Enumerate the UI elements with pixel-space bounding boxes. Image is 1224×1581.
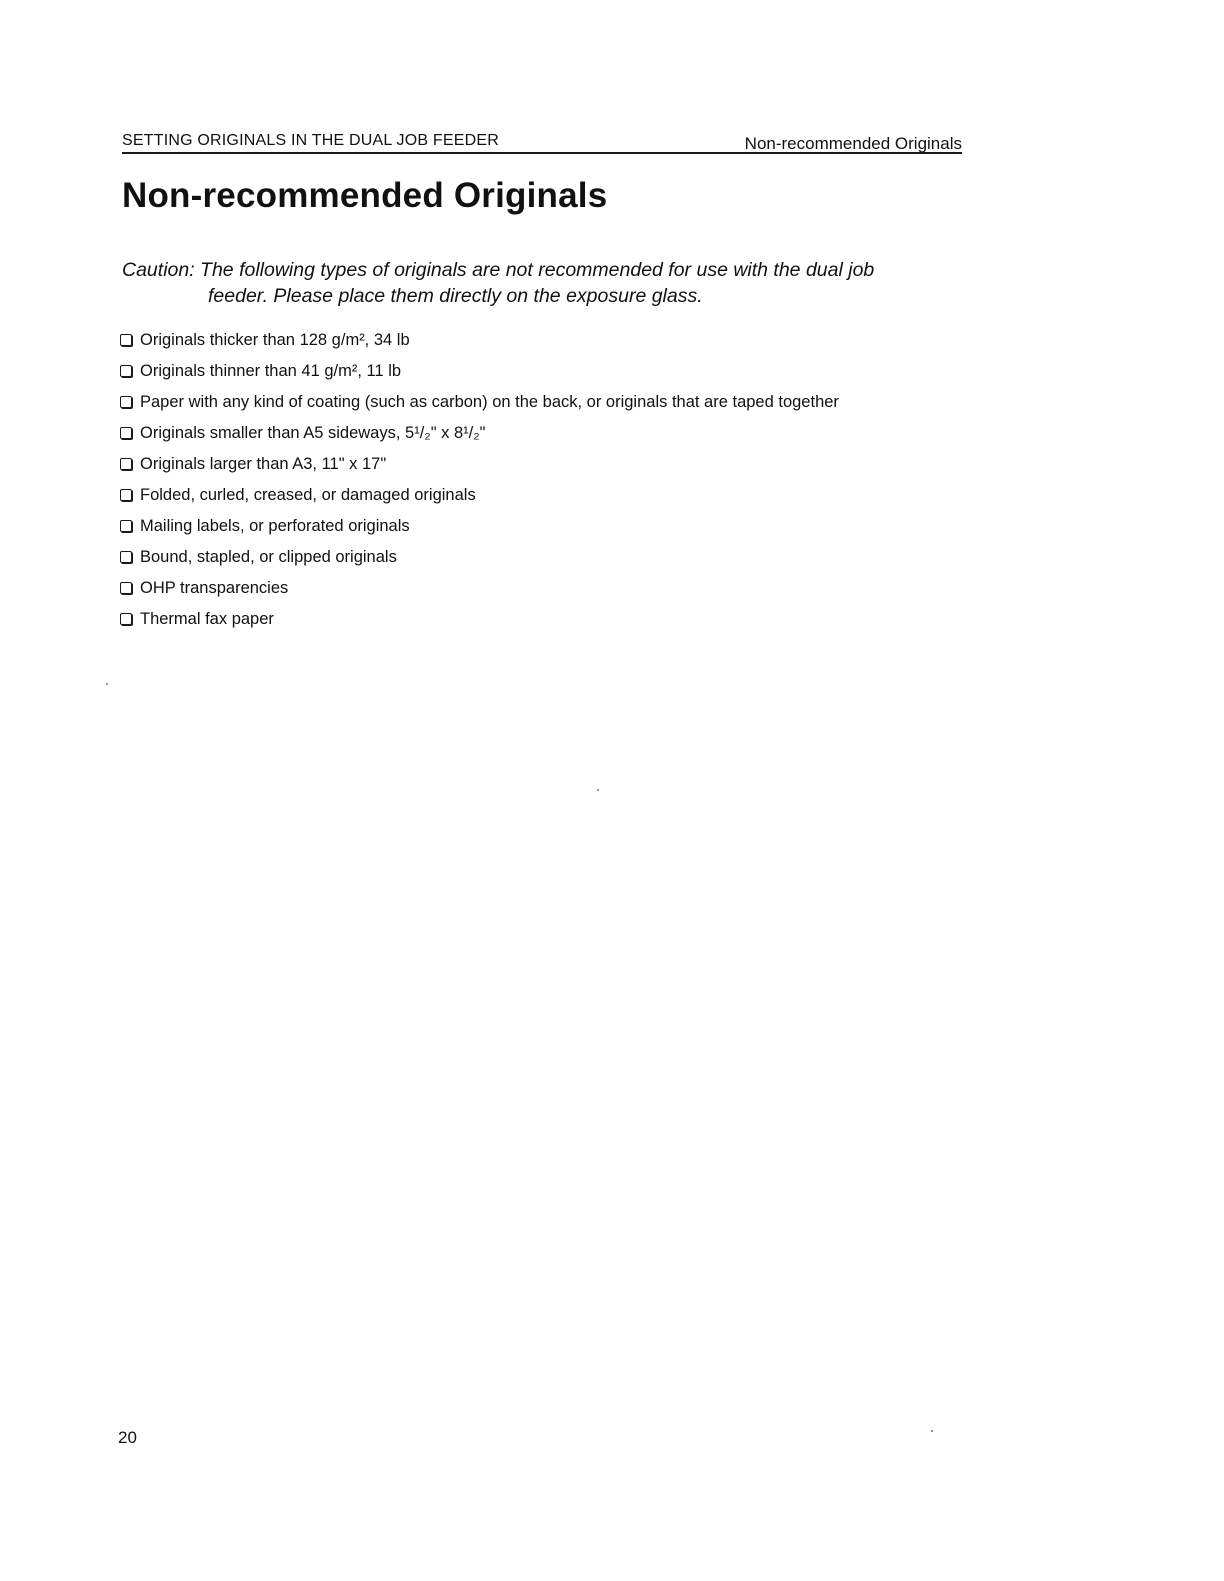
list-item: [120, 328, 839, 359]
list-item-text: Originals thinner than 41 g/m², 11 lb: [140, 362, 402, 380]
page-title: Non-recommended Originals: [122, 176, 608, 215]
list-item-text: Mailing labels, or perforated originals: [140, 517, 410, 535]
list-item-text: Thermal fax paper: [140, 610, 274, 628]
checkbox-bullet-icon: [120, 427, 132, 439]
checkbox-bullet-icon: [120, 520, 132, 532]
list-item: [120, 545, 839, 576]
list-item-text: OHP transparencies: [140, 579, 289, 597]
list-item: [120, 576, 839, 607]
list-item-text: Paper with any kind of coating (such as carbon) on the back, or originals that are taped together: [140, 393, 839, 411]
list-item-text: Folded, curled, creased, or damaged originals: [140, 486, 476, 504]
scan-speck: [597, 789, 599, 791]
list-item: [120, 452, 839, 483]
non-recommended-originals-list: [120, 328, 839, 638]
checkbox-bullet-icon: [120, 582, 132, 594]
checkbox-bullet-icon: [120, 551, 132, 563]
header-section-title: SETTING ORIGINALS IN THE DUAL JOB FEEDER: [122, 132, 499, 149]
list-item: [120, 483, 839, 514]
list-item-text: Originals larger than A3, 11" x 17": [140, 455, 387, 473]
checkbox-bullet-icon: [120, 458, 132, 470]
checkbox-bullet-icon: [120, 489, 132, 501]
list-item-text: Originals smaller than A5 sideways, 5¹/₂" x 8¹/₂": [140, 424, 486, 442]
list-item-text: Bound, stapled, or clipped originals: [140, 548, 397, 566]
list-item: [120, 359, 839, 390]
caution-line-2: feeder. Please place them directly on the exposure glass.: [208, 285, 703, 307]
running-header: [122, 128, 962, 154]
caution-line-1: Caution: The following types of originals are not recommended for use with the dual job: [122, 259, 875, 281]
checkbox-bullet-icon: [120, 613, 132, 625]
list-item: [120, 390, 839, 421]
caution-note: [122, 257, 942, 309]
scan-speck: [931, 1430, 933, 1432]
list-item-text: Originals thicker than 128 g/m², 34 lb: [140, 331, 410, 349]
checkbox-bullet-icon: [120, 334, 132, 346]
list-item: [120, 514, 839, 545]
checkbox-bullet-icon: [120, 396, 132, 408]
scan-speck: [106, 683, 108, 685]
list-item: [120, 421, 839, 452]
list-item: [120, 607, 839, 638]
checkbox-bullet-icon: [120, 365, 132, 377]
page-number: 20: [118, 1428, 137, 1447]
header-topic-title: Non-recommended Originals: [744, 134, 962, 153]
